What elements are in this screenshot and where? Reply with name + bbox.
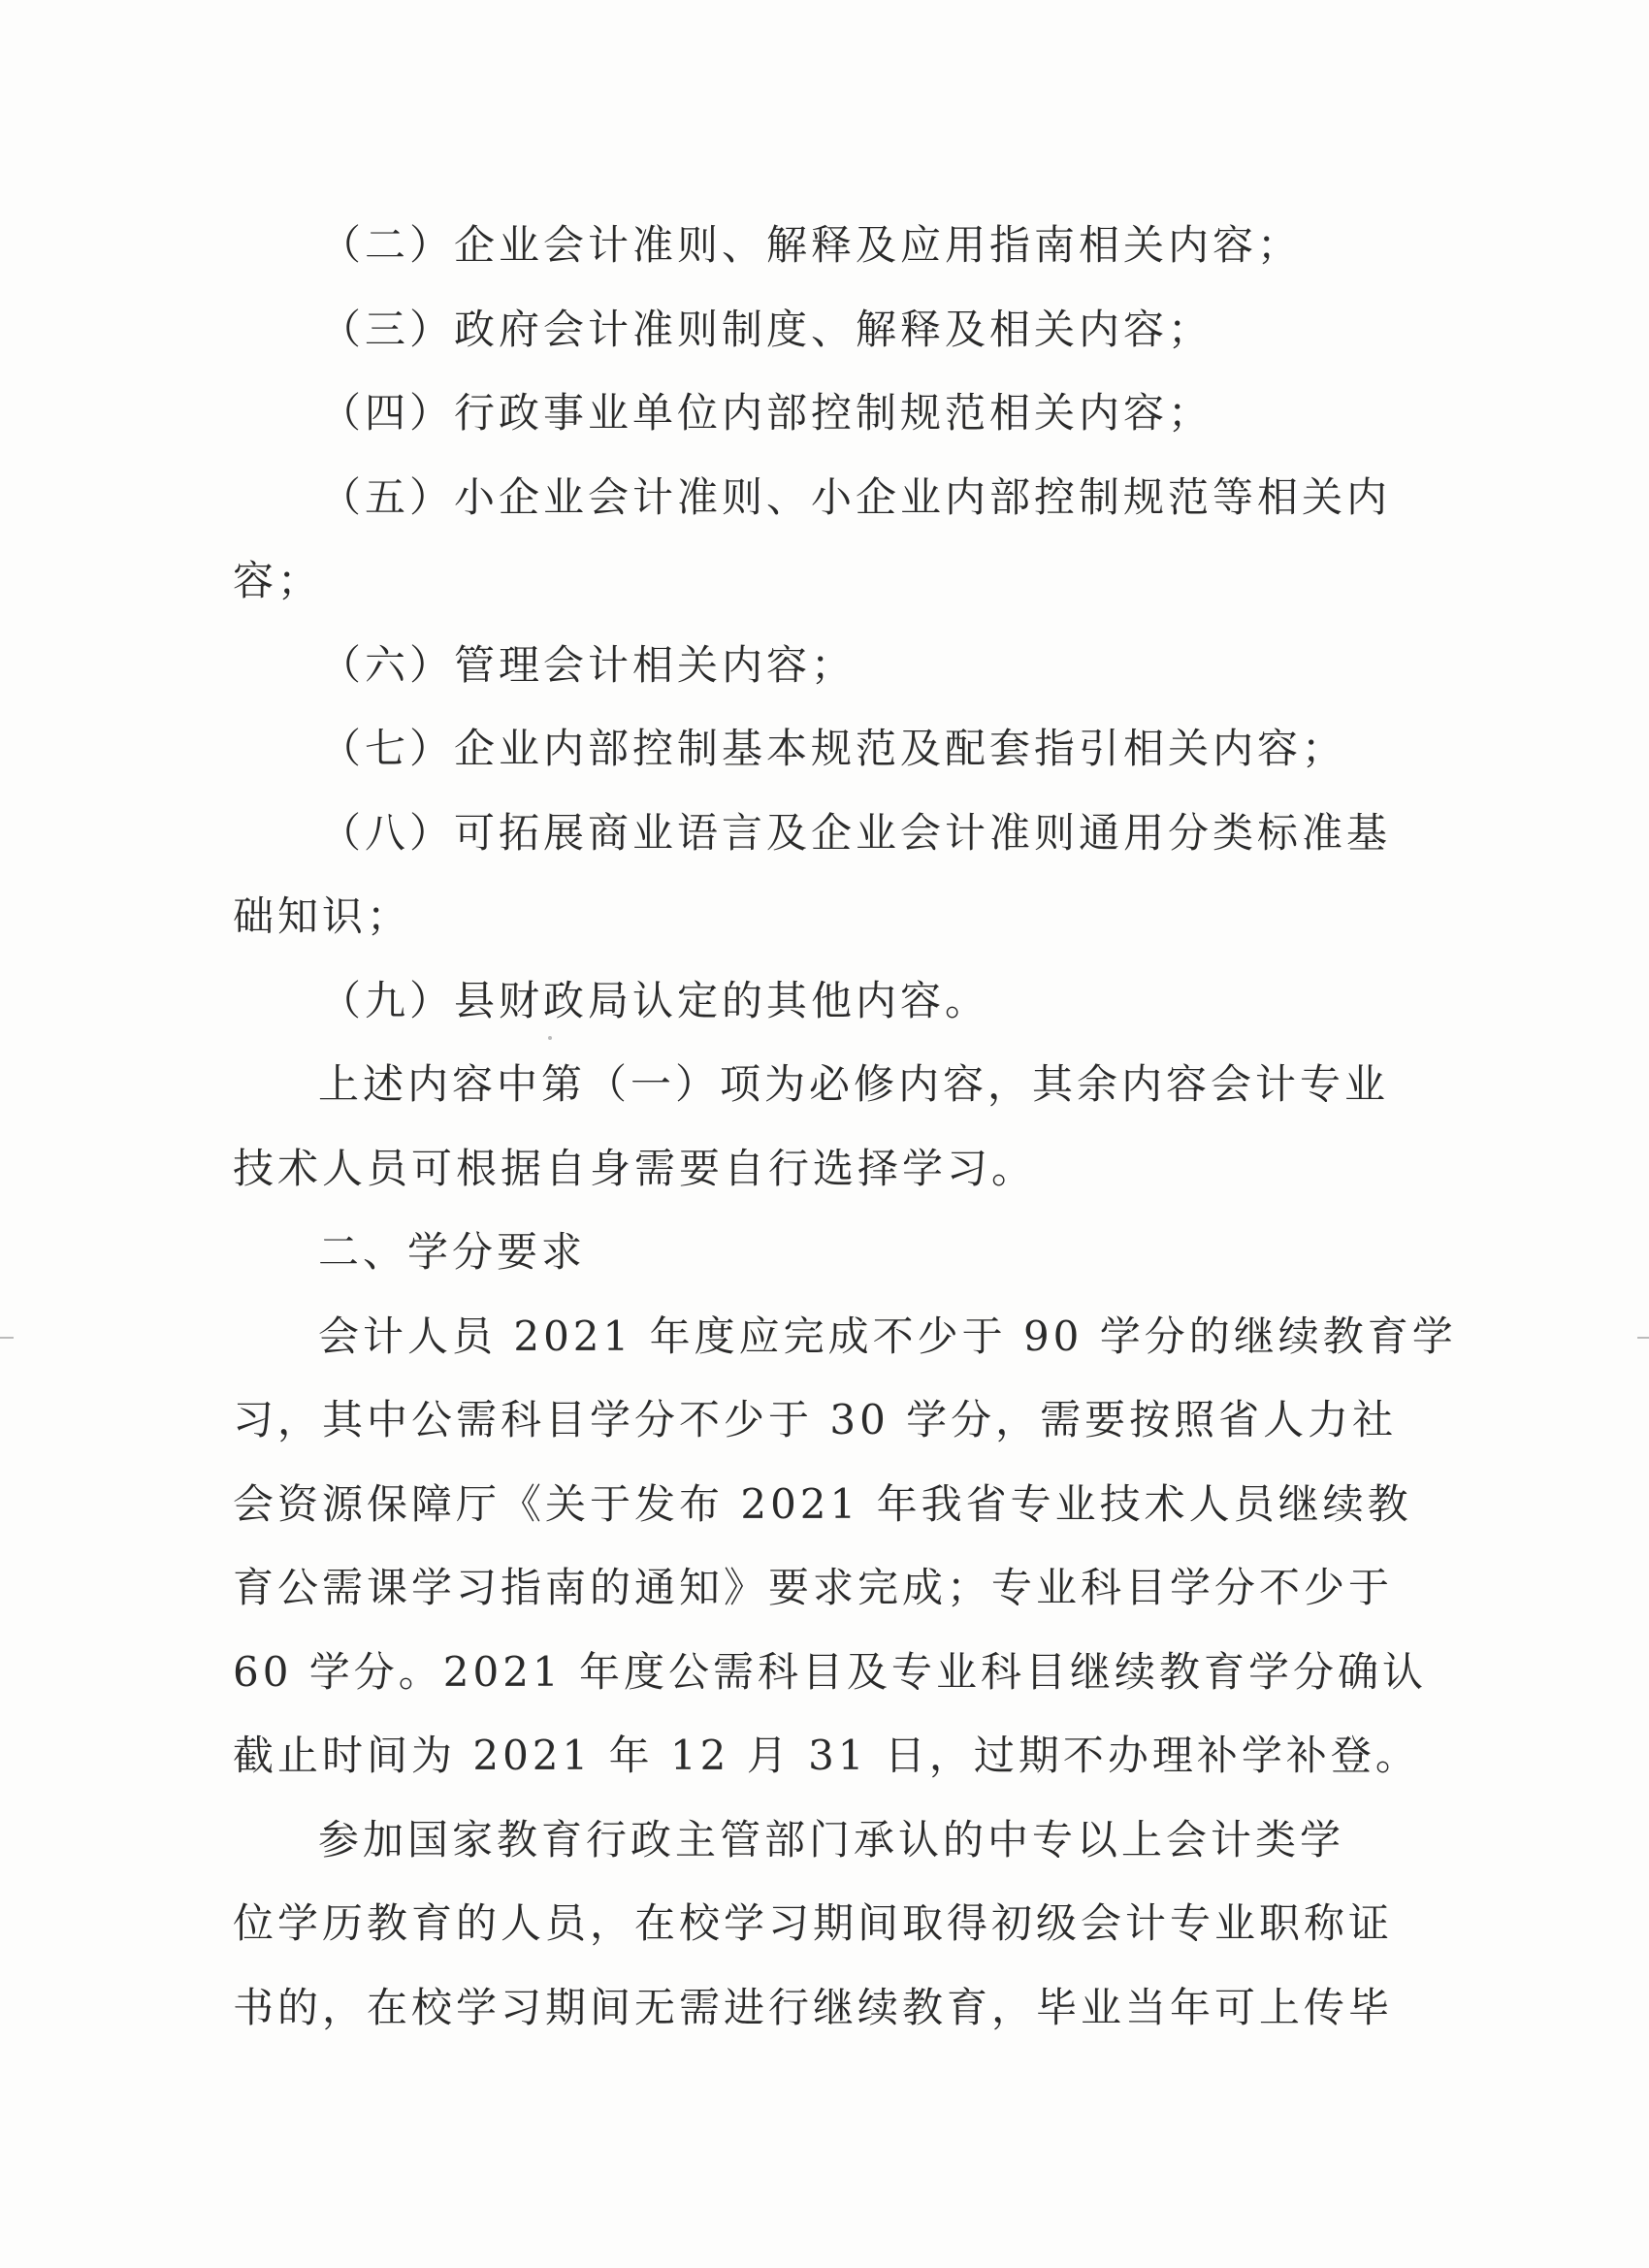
scan-edge-mark-right — [1637, 1337, 1649, 1339]
section-heading-credit-requirements: 二、学分要求 — [318, 1228, 587, 1276]
list-item-3: （三）政府会计准则制度、解释及相关内容； — [320, 305, 1213, 353]
paragraph-credit-line-3: 会资源保障厅《关于发布 2021 年我省专业技术人员继续教 — [233, 1479, 1412, 1528]
list-item-2: （二）企业会计准则、解释及应用指南相关内容； — [320, 221, 1303, 269]
paragraph-credit-line-6: 截止时间为 2021 年 12 月 31 日，过期不办理补学补登。 — [233, 1732, 1420, 1779]
list-item-7: （七）企业内部控制基本规范及配套指引相关内容； — [320, 725, 1347, 772]
document-body — [233, 204, 1457, 2050]
paragraph-credit-line-5: 60 学分。2021 年度公需科目及专业科目继续教育学分确认 — [233, 1647, 1428, 1696]
list-item-8: （八）可拓展商业语言及企业会计准则通用分类标准基 — [320, 808, 1392, 857]
paragraph-credit-line-2: 习，其中公需科目学分不少于 30 学分，需要按照省人力社 — [233, 1396, 1398, 1443]
list-item-9: （九）县财政局认定的其他内容。 — [320, 976, 990, 1024]
list-item-8-continued: 础知识； — [233, 892, 412, 940]
paragraph-credit-line-4: 育公需课学习指南的通知》要求完成；专业科目学分不少于 — [233, 1564, 1394, 1611]
scan-speck — [548, 1036, 552, 1040]
scan-edge-mark — [0, 1337, 14, 1339]
paragraph-summary: 上述内容中第（一）项为必修内容，其余内容会计专业 — [318, 1060, 1390, 1108]
paragraph-students-line-1: 参加国家教育行政主管部门承认的中专以上会计类学 — [318, 1815, 1345, 1863]
paragraph-students-line-3: 书的，在校学习期间无需进行继续教育，毕业当年可上传毕 — [233, 1983, 1394, 2031]
list-item-5: （五）小企业会计准则、小企业内部控制规范等相关内 — [320, 472, 1392, 521]
list-item-5-continued: 容； — [233, 557, 323, 604]
list-item-4: （四）行政事业单位内部控制规范相关内容； — [320, 389, 1213, 437]
paragraph-summary-continued: 技术人员可根据自身需要自行选择学习。 — [233, 1144, 1037, 1192]
paragraph-credit-line-1: 会计人员 2021 年度应完成不少于 90 学分的继续教育学 — [318, 1312, 1457, 1360]
list-item-6: （六）管理会计相关内容； — [320, 640, 857, 689]
paragraph-students-line-2: 位学历教育的人员，在校学习期间取得初级会计专业职称证 — [233, 1899, 1394, 1947]
